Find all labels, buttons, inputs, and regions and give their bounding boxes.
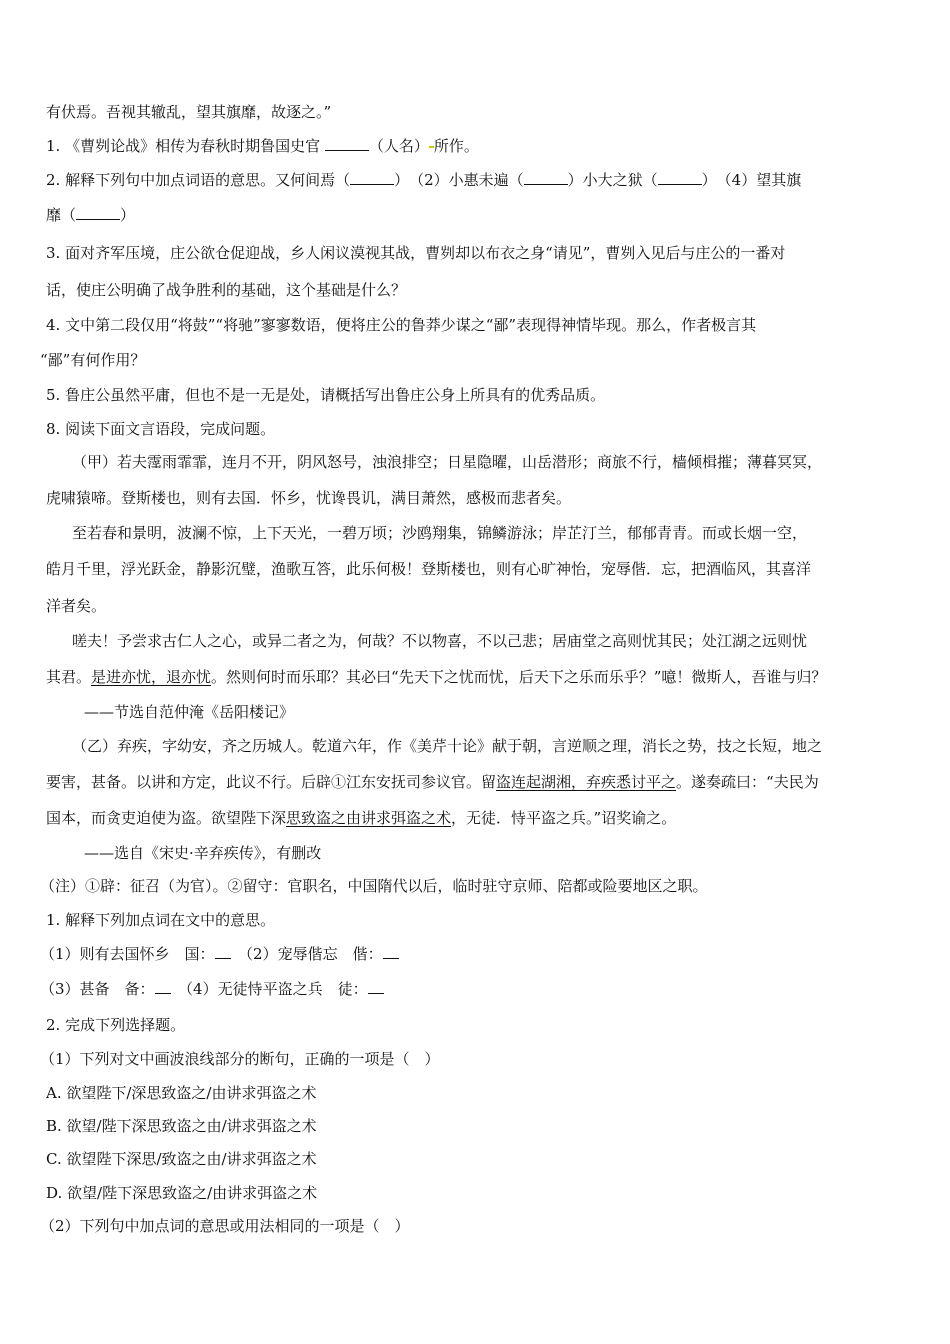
question-text: ） （2）小惠未遍（ bbox=[394, 171, 524, 189]
question-text: 所作。 bbox=[433, 137, 479, 155]
passage-jia: 嗟夫！予尝求古仁人之心，或异二者之为，何哉？不以物喜，不以己悲；居庙堂之高则忧其民；处江湖之远则忧 bbox=[72, 632, 808, 650]
passage-text: 。遂奏疏曰：“夫民为 bbox=[676, 773, 819, 791]
wavy-underlined-text: 思致盗之由讲求弭盗之术 bbox=[286, 809, 452, 827]
question-text: ）小大之狱（ bbox=[567, 171, 658, 189]
annotation-note: （注）①辟：征召（为官）。②留守：官职名，中国隋代以后，临时驻守京师、陪都或险要地区之职。 bbox=[40, 877, 708, 895]
question-text: 靡（ bbox=[46, 206, 77, 224]
sub-question-1-items bbox=[40, 944, 916, 964]
underlined-text: 是进亦忧，退亦忧 bbox=[91, 668, 212, 686]
question-3: 3. 面对齐军压境，庄公欲仓促迎战，乡人闲议漠视其战，曹刿却以布衣之身“请见”，曹刿入见后与庄公的一番对 bbox=[46, 244, 786, 262]
option-d[interactable]: D. 欲望/陛下深思致盗之/由讲求弭盗之术 bbox=[46, 1184, 318, 1202]
passage-yi bbox=[46, 808, 916, 828]
sub-question-2: 2. 完成下列选择题。 bbox=[46, 1016, 186, 1034]
question-4: 4. 文中第二段仅用“将鼓”“将驰”寥寥数语，便将庄公的鲁莽少谋之“鄙”表现得神情毕现。那么，作者极言其 bbox=[46, 316, 757, 334]
answer-blank[interactable] bbox=[215, 944, 231, 959]
question-8: 8. 阅读下面文言语段，完成问题。 bbox=[46, 420, 276, 438]
passage-jia: 虎啸猿啼。登斯楼也，则有去国．怀乡，忧谗畏讥，满目萧然，感极而悲者矣。 bbox=[46, 489, 572, 507]
passage-jia: 洋者矣。 bbox=[46, 597, 107, 615]
passage-jia: 至若春和景明，波澜不惊，上下天光，一碧万顷；沙鸥翔集，锦鳞游泳；岸芷汀兰，郁郁青青。而或长烟一空， bbox=[72, 524, 808, 542]
question-text: 2. 解释下列句中加点词语的意思。又何间焉（ bbox=[46, 171, 351, 189]
question-2 bbox=[46, 170, 916, 190]
option-a[interactable]: A. 欲望陛下/深思致盗之/由讲求弭盗之术 bbox=[46, 1084, 317, 1102]
passage-yi: （乙）弃疾，字幼安，齐之历城人。乾道六年，作《美芹十论》献于朝，言逆顺之理，消长之势，技之长短，地之 bbox=[72, 737, 823, 755]
answer-blank[interactable] bbox=[658, 170, 702, 185]
question-text: （3）甚备 备： bbox=[40, 980, 155, 998]
question-text: ） bbox=[120, 206, 136, 224]
answer-blank[interactable] bbox=[76, 205, 120, 220]
question-5: 5. 鲁庄公虽然平庸，但也不是一无是处，请概括写出鲁庄公身上所具有的优秀品质。 bbox=[46, 386, 606, 404]
passage-jia: （甲）若夫霪雨霏霏，连月不开，阴风怒号，浊浪排空；日星隐曜，山岳潜形；商旅不行，樯倾楫摧；薄暮冥冥， bbox=[72, 453, 823, 471]
sub-question-2-2: （2）下列句中加点词的意思或用法相同的一项是（ ） bbox=[40, 1217, 410, 1235]
option-c[interactable]: C. 欲望陛下深思/致盗之由/讲求弭盗之术 bbox=[46, 1150, 317, 1168]
option-b[interactable]: B. 欲望/陛下深思致盗之由/讲求弭盗之术 bbox=[46, 1117, 317, 1135]
answer-blank[interactable] bbox=[350, 170, 394, 185]
source-citation: ——节选自范仲淹《岳阳楼记》 bbox=[84, 703, 295, 721]
question-text: （2）宠辱偕忘 偕： bbox=[230, 945, 383, 963]
passage-text: 要害，甚备。以讲和方定，此议不行。后辟①江东安抚司参议官。留 bbox=[46, 773, 497, 791]
text-line: 有伏焉。吾视其辙乱，望其旗靡，故逐之。” bbox=[46, 103, 332, 121]
passage-jia bbox=[46, 667, 916, 687]
question-text: 1. 《曹刿论战》相传为春秋时期鲁国史官 bbox=[46, 137, 321, 155]
passage-text: 。然则何时而乐耶？其必曰“先天下之忧而忧，后天下之乐而乐乎？”噫！微斯人，吾谁与归？ bbox=[211, 668, 827, 686]
passage-text: 国本，而贪吏迫使为盗。欲望陛下深 bbox=[46, 809, 287, 827]
passage-jia: 皓月千里，浮光跃金，静影沉璧，渔歌互答，此乐何极！登斯楼也，则有心旷神怡，宠辱偕．忘，把酒临风，其喜洋 bbox=[46, 560, 812, 578]
answer-blank[interactable] bbox=[155, 979, 171, 994]
question-text: （4）无徒恃平盗之兵 徒： bbox=[170, 980, 368, 998]
passage-text: ，无徒．恃平盗之兵。”诏奖谕之。 bbox=[451, 809, 677, 827]
sub-question-1-items bbox=[40, 979, 916, 999]
question-text: （人名） bbox=[368, 137, 429, 155]
answer-blank[interactable] bbox=[383, 944, 399, 959]
source-citation: ——选自《宋史·辛弃疾传》，有删改 bbox=[84, 844, 322, 862]
answer-blank[interactable] bbox=[368, 979, 384, 994]
passage-yi bbox=[46, 772, 916, 792]
question-2-cont bbox=[46, 205, 916, 225]
question-text: （1）则有去国怀乡 国： bbox=[40, 945, 215, 963]
answer-blank[interactable] bbox=[325, 136, 369, 151]
question-1 bbox=[46, 136, 916, 156]
passage-text: 其君。 bbox=[46, 668, 92, 686]
sub-question-1: 1. 解释下列加点词在文中的意思。 bbox=[46, 911, 276, 929]
underlined-text: 盗连起湖湘，弃疾悉讨平之 bbox=[496, 773, 677, 791]
question-3-cont: 话，使庄公明确了战争胜利的基础，这个基础是什么？ bbox=[46, 281, 407, 299]
answer-blank[interactable] bbox=[524, 170, 568, 185]
question-text: ） （4）望其旗 bbox=[701, 171, 802, 189]
sub-question-2-1: （1）下列对文中画波浪线部分的断句，正确的一项是（ ） bbox=[40, 1050, 440, 1068]
question-4-cont: “鄙”有何作用？ bbox=[40, 351, 146, 369]
